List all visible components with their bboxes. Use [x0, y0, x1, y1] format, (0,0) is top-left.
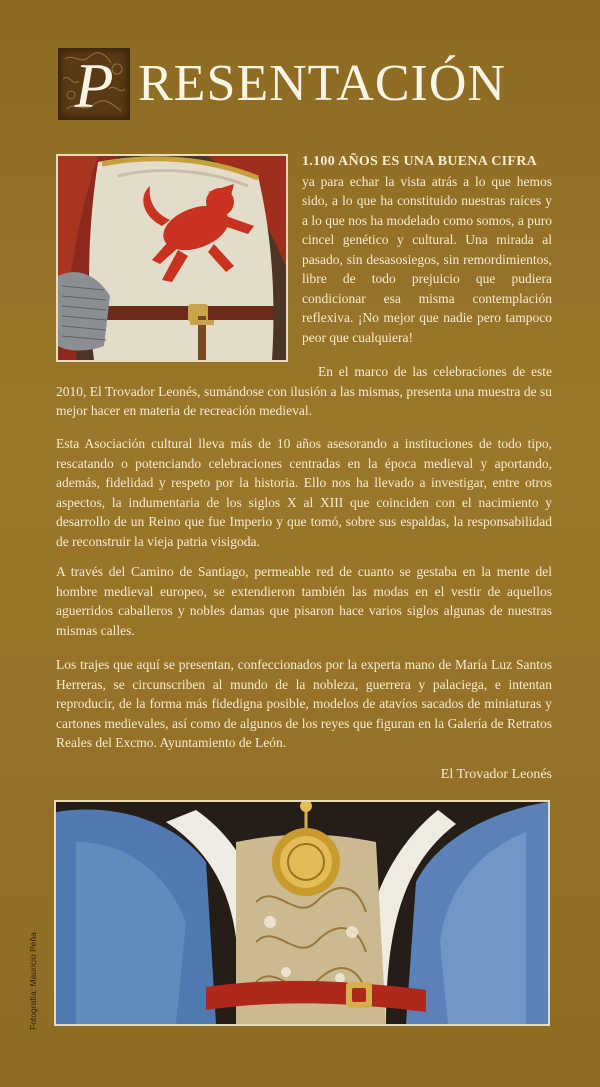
paragraph-4: Los trajes que aquí se presentan, confeccionados por la experta mano de María Luz Santos Herreras, se circunscriben al mundo de la nobleza, guerrera y palaciega, e intentan reproducir, de la forma más fidedigna posible, modelos de atavíos sacados de miniaturas y cartones medievales, así como de algunos de los reyes que figuran en la Galería de Retratos Reales del Excmo. Ayuntamiento de León. — [56, 657, 552, 750]
page-title — [58, 48, 568, 120]
signature: El Trovador Leonés — [440, 767, 552, 782]
drop-cap-letter: P — [74, 50, 114, 119]
paragraph-1 — [56, 362, 552, 421]
paragraph-2: Esta Asociación cultural lleva más de 10 años asesorando a instituciones de todo tipo, rescatando o potenciando celebraciones centradas en la época medieval y aportando, además, fidelidad y respeto por la historia. Ello nos ha llevado a investigar, entre otros aspectos, la indumentaria de los siglos X al XIII que coinciden con el nacimiento y desarrollo de un Reino que fue Imperio y que tomó, sobre sus espaldas, la responsabilidad de reconstruir la vieja patria visigoda. — [56, 436, 552, 549]
paragraph-3: A través del Camino de Santiago, permeable red de cuanto se gestaba en la mente del hombre medieval europeo, se extendieron también las modas en el vestir de aquellos aguerridos caballeros y nobles damas que pisaron hace varios siglos algunas de nuestras mismas calles. — [56, 564, 552, 638]
lead-heading: 1.100 AÑOS ES UNA BUENA CIFRA — [302, 154, 538, 169]
lead-paragraph — [302, 152, 552, 347]
drop-cap-ornament — [58, 48, 130, 120]
knight-lion-painting — [56, 154, 288, 362]
royal-garment-painting — [54, 800, 550, 1026]
paragraph-text: En el marco de las celebraciones de este 2010, El Trovador Leonés, sumándose con ilusión a las mismas, presenta una muestra de su mejor hacer en materia de recreación medieval. — [56, 364, 552, 418]
lead-text: ya para echar la vista atrás a lo que hemos sido, a lo que ha constituido nuestras raíces y a lo que nos ha modelado como somos, a puro cincel genético y cultural. Una mirada al pasado, sin desasosiegos, sin remordimientos, libre de todo prejuicio que pudiera condicionar esa misma contemplación reflexiva. ¡No mejor que nadie pero tampoco peor que cualquiera! — [302, 173, 552, 345]
title-text: RESENTACIÓN — [138, 55, 506, 112]
photo-credit: Fotografía: Mauricio Peña — [28, 932, 38, 1030]
